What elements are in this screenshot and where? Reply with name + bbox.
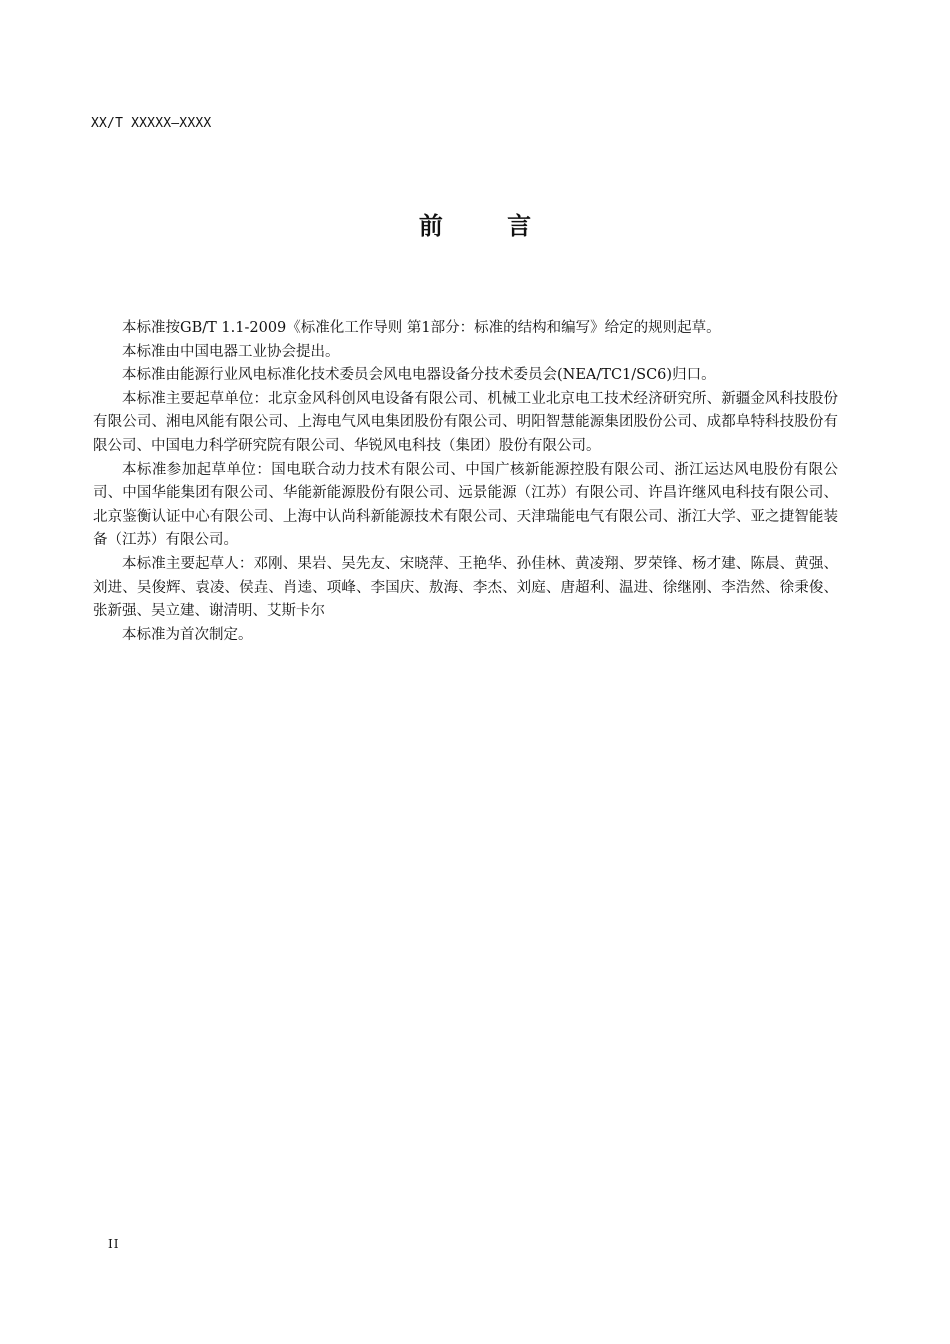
paragraph-proposer: 本标准由中国电器工业协会提出。: [122, 343, 340, 360]
paragraph-responsible-committee: 本标准由能源行业风电标准化技术委员会风电电器设备分技术委员会(NEA/TC1/SC6)归口。: [122, 367, 716, 384]
page-title: 前 言: [418, 212, 560, 240]
paragraph-participating-units: 本标准参加起草单位：国电联合动力技术有限公司、中国广核新能源控股有限公司、浙江运达风电股份有限公司、中国华能集团有限公司、华能新能源股份有限公司、远景能源（江苏）有限公司、许昌许继风电科技有限公司、北京鉴衡认证中心有限公司、上海中认尚科新能源技术有限公司、天津瑞能电气有限公司、浙江大学、亚之捷智能装备（江苏）有限公司。: [93, 461, 838, 549]
paragraph-drafting-rules: 本标准按GB/T 1.1-2009《标准化工作导则 第1部分：标准的结构和编写》给定的规则起草。: [122, 320, 721, 336]
standard-code: XX/T XXXXX—XXXX: [91, 116, 212, 131]
paragraph-main-drafting-units: 本标准主要起草单位：北京金风科创风电设备有限公司、机械工业北京电工技术经济研究所、新疆金风科技股份有限公司、湘电风能有限公司、上海电气风电集团股份有限公司、明阳智慧能源集团股份公司、成都阜特科技股份有限公司、中国电力科学研究院有限公司、华锐风电科技（集团）股份有限公司。: [93, 390, 838, 454]
paragraph-first-edition: 本标准为首次制定。: [122, 626, 253, 643]
paragraph-main-drafters: 本标准主要起草人：邓刚、果岩、吴先友、宋晓萍、王艳华、孙佳林、黄凌翔、罗荣锋、杨才建、陈晨、黄强、刘进、吴俊辉、袁凌、侯垚、肖逵、项峰、李国庆、敖海、李杰、刘庭、唐超利、温进、徐继刚、李浩然、徐秉俊、张新强、吴立建、谢清明、艾斯卡尔: [93, 555, 838, 620]
foreword-body: [93, 317, 838, 647]
page-number: II: [108, 1237, 120, 1251]
